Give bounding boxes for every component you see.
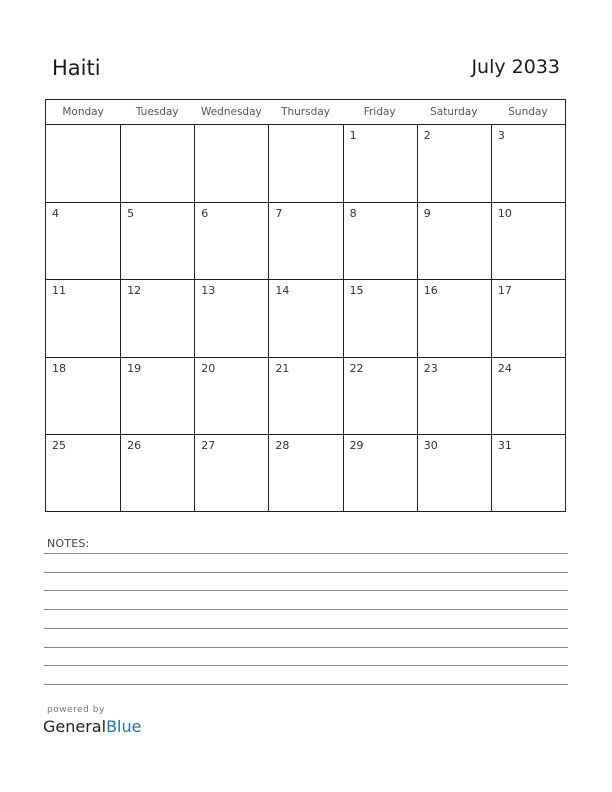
day-number: 17 xyxy=(497,284,512,298)
day-number: 30 xyxy=(423,438,438,452)
calendar-grid xyxy=(45,99,566,512)
week-row xyxy=(46,125,565,202)
notes-label: NOTES: xyxy=(47,537,90,550)
day-number: 26 xyxy=(127,438,142,452)
day-cell xyxy=(120,358,194,434)
day-cell xyxy=(194,203,268,279)
day-cell xyxy=(491,203,565,279)
note-line xyxy=(44,684,568,685)
day-cell xyxy=(46,435,120,511)
weekday-monday: Monday xyxy=(62,106,104,118)
country-title: Haiti xyxy=(52,56,101,80)
day-number: 10 xyxy=(497,207,512,221)
day-cell xyxy=(120,203,194,279)
day-number: 9 xyxy=(423,207,431,221)
day-number: 8 xyxy=(349,207,357,221)
weekday-sunday: Sunday xyxy=(508,106,548,118)
day-cell xyxy=(491,435,565,511)
day-number: 22 xyxy=(349,361,364,375)
day-cell xyxy=(120,125,194,202)
weeks-container xyxy=(46,125,565,511)
note-line xyxy=(44,572,568,573)
brand-general: General xyxy=(43,717,107,736)
day-number: 27 xyxy=(201,438,216,452)
day-cell xyxy=(417,358,491,434)
note-line xyxy=(44,628,568,629)
week-row xyxy=(46,279,565,356)
day-number: 6 xyxy=(201,207,209,221)
day-number: 11 xyxy=(52,284,66,298)
week-row xyxy=(46,357,565,434)
day-number: 24 xyxy=(497,361,512,375)
day-number: 15 xyxy=(349,284,364,298)
day-cell xyxy=(194,125,268,202)
day-cell xyxy=(343,358,417,434)
day-cell xyxy=(491,358,565,434)
day-number: 28 xyxy=(275,438,290,452)
weekday-header-row xyxy=(46,100,565,125)
note-line xyxy=(44,647,568,648)
day-cell xyxy=(194,358,268,434)
day-number: 1 xyxy=(349,129,357,142)
week-row xyxy=(46,202,565,279)
day-number: 23 xyxy=(423,361,438,375)
day-cell xyxy=(491,125,565,202)
day-number: 14 xyxy=(275,284,290,298)
day-number: 13 xyxy=(201,284,216,298)
day-cell xyxy=(46,358,120,434)
day-cell xyxy=(268,358,342,434)
day-cell xyxy=(491,280,565,356)
day-number: 12 xyxy=(127,284,142,298)
weekday-saturday: Saturday xyxy=(430,106,478,118)
day-cell xyxy=(268,435,342,511)
day-number: 7 xyxy=(275,207,283,221)
day-cell xyxy=(343,203,417,279)
day-cell xyxy=(268,203,342,279)
day-number: 5 xyxy=(127,207,135,221)
day-number: 19 xyxy=(127,361,142,375)
day-cell xyxy=(343,435,417,511)
day-number: 18 xyxy=(52,361,66,375)
day-cell xyxy=(417,125,491,202)
day-cell xyxy=(343,125,417,202)
week-row xyxy=(46,434,565,511)
day-number: 21 xyxy=(275,361,290,375)
day-cell xyxy=(417,280,491,356)
day-number: 31 xyxy=(497,438,512,452)
weekday-friday: Friday xyxy=(363,106,396,118)
day-cell xyxy=(417,435,491,511)
brand-blue: Blue xyxy=(106,717,142,736)
day-number: 25 xyxy=(52,438,66,452)
day-number: 16 xyxy=(423,284,438,298)
day-number: 29 xyxy=(349,438,364,452)
note-line xyxy=(44,553,568,554)
day-cell xyxy=(343,280,417,356)
day-number: 2 xyxy=(423,129,431,142)
weekday-thursday: Thursday xyxy=(281,106,330,118)
note-line xyxy=(44,665,568,666)
day-cell xyxy=(46,280,120,356)
weekday-wednesday: Wednesday xyxy=(200,106,262,118)
powered-by-text: powered by xyxy=(47,705,105,715)
day-cell xyxy=(417,203,491,279)
day-cell xyxy=(268,125,342,202)
day-number: 3 xyxy=(497,129,505,142)
day-cell xyxy=(194,280,268,356)
day-number: 4 xyxy=(52,207,59,221)
day-cell xyxy=(46,125,120,202)
month-year-title: July 2033 xyxy=(471,56,560,78)
day-cell xyxy=(268,280,342,356)
weekday-tuesday: Tuesday xyxy=(135,106,179,118)
generalblue-logo xyxy=(43,717,141,736)
day-cell xyxy=(120,435,194,511)
note-line xyxy=(44,590,568,591)
day-cell xyxy=(46,203,120,279)
day-number: 20 xyxy=(201,361,216,375)
day-cell xyxy=(120,280,194,356)
note-line xyxy=(44,609,568,610)
day-cell xyxy=(194,435,268,511)
